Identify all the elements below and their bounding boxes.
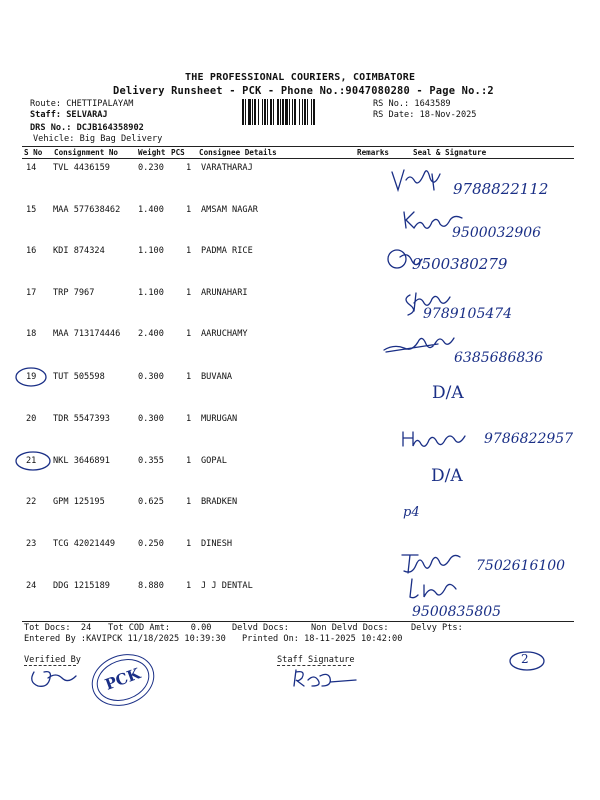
handwritten-phone-15: 9500032906 xyxy=(452,225,542,241)
barcode-bar xyxy=(245,99,246,125)
handwritten-phone-16: 9500380279 xyxy=(412,255,508,273)
row-21-circle-mark xyxy=(14,450,52,472)
barcode-bar xyxy=(254,99,256,125)
barcode-bar xyxy=(313,99,315,125)
row-pcs: 1 xyxy=(186,414,192,424)
row-consignee: MURUGAN xyxy=(201,414,238,424)
barcode-bar xyxy=(311,99,312,125)
printed-on: Printed On: 18-11-2025 10:42:00 xyxy=(242,634,403,644)
barcode-bar xyxy=(277,99,279,125)
barcode-bar xyxy=(282,99,284,125)
non-delivered-docs: Non Delvd Docs: xyxy=(311,623,389,633)
row-consignee: GOPAL xyxy=(201,456,227,466)
handwritten-phone-24: 9500835805 xyxy=(412,604,502,620)
verified-by-signature xyxy=(28,664,88,692)
runsheet-title: Delivery Runsheet - PCK - Phone No.:9047080280 - Page No.:2 xyxy=(113,85,494,97)
handwritten-phone-17: 9789105474 xyxy=(423,306,513,322)
total-cod-amount: Tot COD Amt: 0.00 xyxy=(108,623,212,633)
row-weight: 0.230 xyxy=(138,163,164,173)
row-pcs: 1 xyxy=(186,497,192,507)
verified-by-label: Verified By xyxy=(24,655,81,665)
barcode-bar xyxy=(248,99,251,125)
row-consignee: AMSAM NAGAR xyxy=(201,205,258,215)
barcode-bar xyxy=(280,99,281,125)
row-pcs: 1 xyxy=(186,456,192,466)
row-consignment: TCG 42021449 xyxy=(53,539,116,549)
barcode xyxy=(242,99,370,125)
header-top-rule xyxy=(22,146,574,147)
col-weight: Weight xyxy=(138,148,166,157)
company-title: THE PROFESSIONAL COURIERS, COIMBATORE xyxy=(185,72,416,83)
row-weight: 2.400 xyxy=(138,329,164,339)
row-consignment: MAA 713174446 xyxy=(53,329,121,339)
signature-scribble-23 xyxy=(398,549,470,575)
rs-date: RS Date: 18-Nov-2025 xyxy=(373,110,477,120)
pck-stamp-text: PCK xyxy=(102,664,143,694)
row-weight: 0.625 xyxy=(138,497,164,507)
row-weight: 1.100 xyxy=(138,246,164,256)
row-pcs: 1 xyxy=(186,163,192,173)
barcode-bar xyxy=(252,99,253,125)
barcode-bar xyxy=(270,99,272,125)
row-weight: 0.300 xyxy=(138,372,164,382)
col-remarks: Remarks xyxy=(357,148,390,157)
row-pcs: 1 xyxy=(186,329,192,339)
barcode-bar xyxy=(292,99,293,125)
row-weight: 0.300 xyxy=(138,414,164,424)
row-consignment: TUT 505598 xyxy=(53,372,105,382)
row-sno: 19 xyxy=(26,372,37,382)
row-consignee: BRADKEN xyxy=(201,497,238,507)
signature-scribble-24 xyxy=(406,575,462,601)
barcode-bar xyxy=(267,99,268,125)
row-sno: 14 xyxy=(26,163,37,173)
barcode-bar xyxy=(299,99,300,125)
delivered-docs: Delvd Docs: xyxy=(232,623,289,633)
row-consignee: DINESH xyxy=(201,539,233,549)
row-consignment: TDR 5547393 xyxy=(53,414,110,424)
pck-stamp xyxy=(84,646,161,715)
staff-label: Staff: SELVARAJ xyxy=(30,110,108,120)
row-weight: 0.250 xyxy=(138,539,164,549)
row-consignee: PADMA RICE xyxy=(201,246,253,256)
row-sno: 23 xyxy=(26,539,37,549)
barcode-bar xyxy=(307,99,308,125)
row-consignment: TRP 7967 xyxy=(53,288,95,298)
row-consignee: AARUCHAMY xyxy=(201,329,248,339)
staff-signature-scribble xyxy=(290,666,360,692)
row-weight: 1.100 xyxy=(138,288,164,298)
barcode-bar xyxy=(304,99,306,125)
row-consignment: NKL 3646891 xyxy=(53,456,110,466)
row-sno: 22 xyxy=(26,497,37,507)
row-sno: 15 xyxy=(26,205,37,215)
row-19-circle-mark xyxy=(14,366,48,388)
col-seal: Seal & Signature xyxy=(413,148,487,157)
row-pcs: 1 xyxy=(186,246,192,256)
row-sno: 16 xyxy=(26,246,37,256)
row-consignment: MAA 577638462 xyxy=(53,205,121,215)
barcode-bar xyxy=(264,99,266,125)
signature-scribble-18 xyxy=(382,334,458,360)
handwritten-phone-14: 9788822112 xyxy=(453,180,549,198)
row-consignment: TVL 4436159 xyxy=(53,163,110,173)
signature-scribble-20 xyxy=(399,428,471,450)
row-weight: 1.400 xyxy=(138,205,164,215)
barcode-bar xyxy=(302,99,303,125)
entered-by: Entered By :KAVIPCK 11/18/2025 10:39:30 xyxy=(24,634,226,644)
barcode-bar xyxy=(273,99,274,125)
row-pcs: 1 xyxy=(186,288,192,298)
header-bottom-rule xyxy=(22,158,574,159)
rs-number: RS No.: 1643589 xyxy=(373,99,451,109)
signature-scribble-14 xyxy=(388,166,448,196)
barcode-bar xyxy=(262,99,263,125)
total-docs: Tot Docs: 24 xyxy=(24,623,92,633)
row-consignee: J J DENTAL xyxy=(201,581,253,591)
row-consignee: ARUNAHARI xyxy=(201,288,248,298)
row-consignee: VARATHARAJ xyxy=(201,163,253,173)
barcode-bar xyxy=(242,99,244,125)
row-consignment: GPM 125195 xyxy=(53,497,105,507)
col-consignee: Consignee Details xyxy=(199,148,277,157)
route-label: Route: CHETTIPALAYAM xyxy=(30,99,134,109)
col-consignment: Consignment No xyxy=(54,148,119,157)
vehicle-label: Vehicle: Big Bag Delivery xyxy=(33,134,163,144)
footer-rule xyxy=(22,621,574,622)
col-sno: S No xyxy=(24,148,43,157)
row-pcs: 1 xyxy=(186,539,192,549)
drs-number: DRS No.: DCJB164358902 xyxy=(30,123,144,133)
staff-signature-label: Staff Signature xyxy=(277,655,355,665)
barcode-bar xyxy=(285,99,288,125)
row-sno: 21 xyxy=(26,456,37,466)
barcode-bar xyxy=(294,99,296,125)
row-sno: 18 xyxy=(26,329,37,339)
handwritten-note-22: p4 xyxy=(403,505,420,520)
handwritten-phone-18: 6385686836 xyxy=(454,350,544,366)
row-consignment: KDI 874324 xyxy=(53,246,105,256)
barcode-bar xyxy=(258,99,259,125)
row-weight: 8.880 xyxy=(138,581,164,591)
barcode-bar xyxy=(289,99,290,125)
row-weight: 0.355 xyxy=(138,456,164,466)
handwritten-phone-23: 7502616100 xyxy=(476,558,566,574)
row-consignment: DDG 1215189 xyxy=(53,581,110,591)
handwritten-da-21: D/A xyxy=(431,466,463,486)
delivery-points: Delvy Pts: xyxy=(411,623,463,633)
row-pcs: 1 xyxy=(186,372,192,382)
col-pcs: PCS xyxy=(171,148,185,157)
handwritten-da-19: D/A xyxy=(432,383,464,403)
row-pcs: 1 xyxy=(186,205,192,215)
row-sno: 17 xyxy=(26,288,37,298)
row-sno: 20 xyxy=(26,414,37,424)
row-pcs: 1 xyxy=(186,581,192,591)
row-sno: 24 xyxy=(26,581,37,591)
handwritten-phone-20: 9786822957 xyxy=(484,431,574,447)
page-mark-number: 2 xyxy=(521,652,529,666)
row-consignee: BUVANA xyxy=(201,372,233,382)
